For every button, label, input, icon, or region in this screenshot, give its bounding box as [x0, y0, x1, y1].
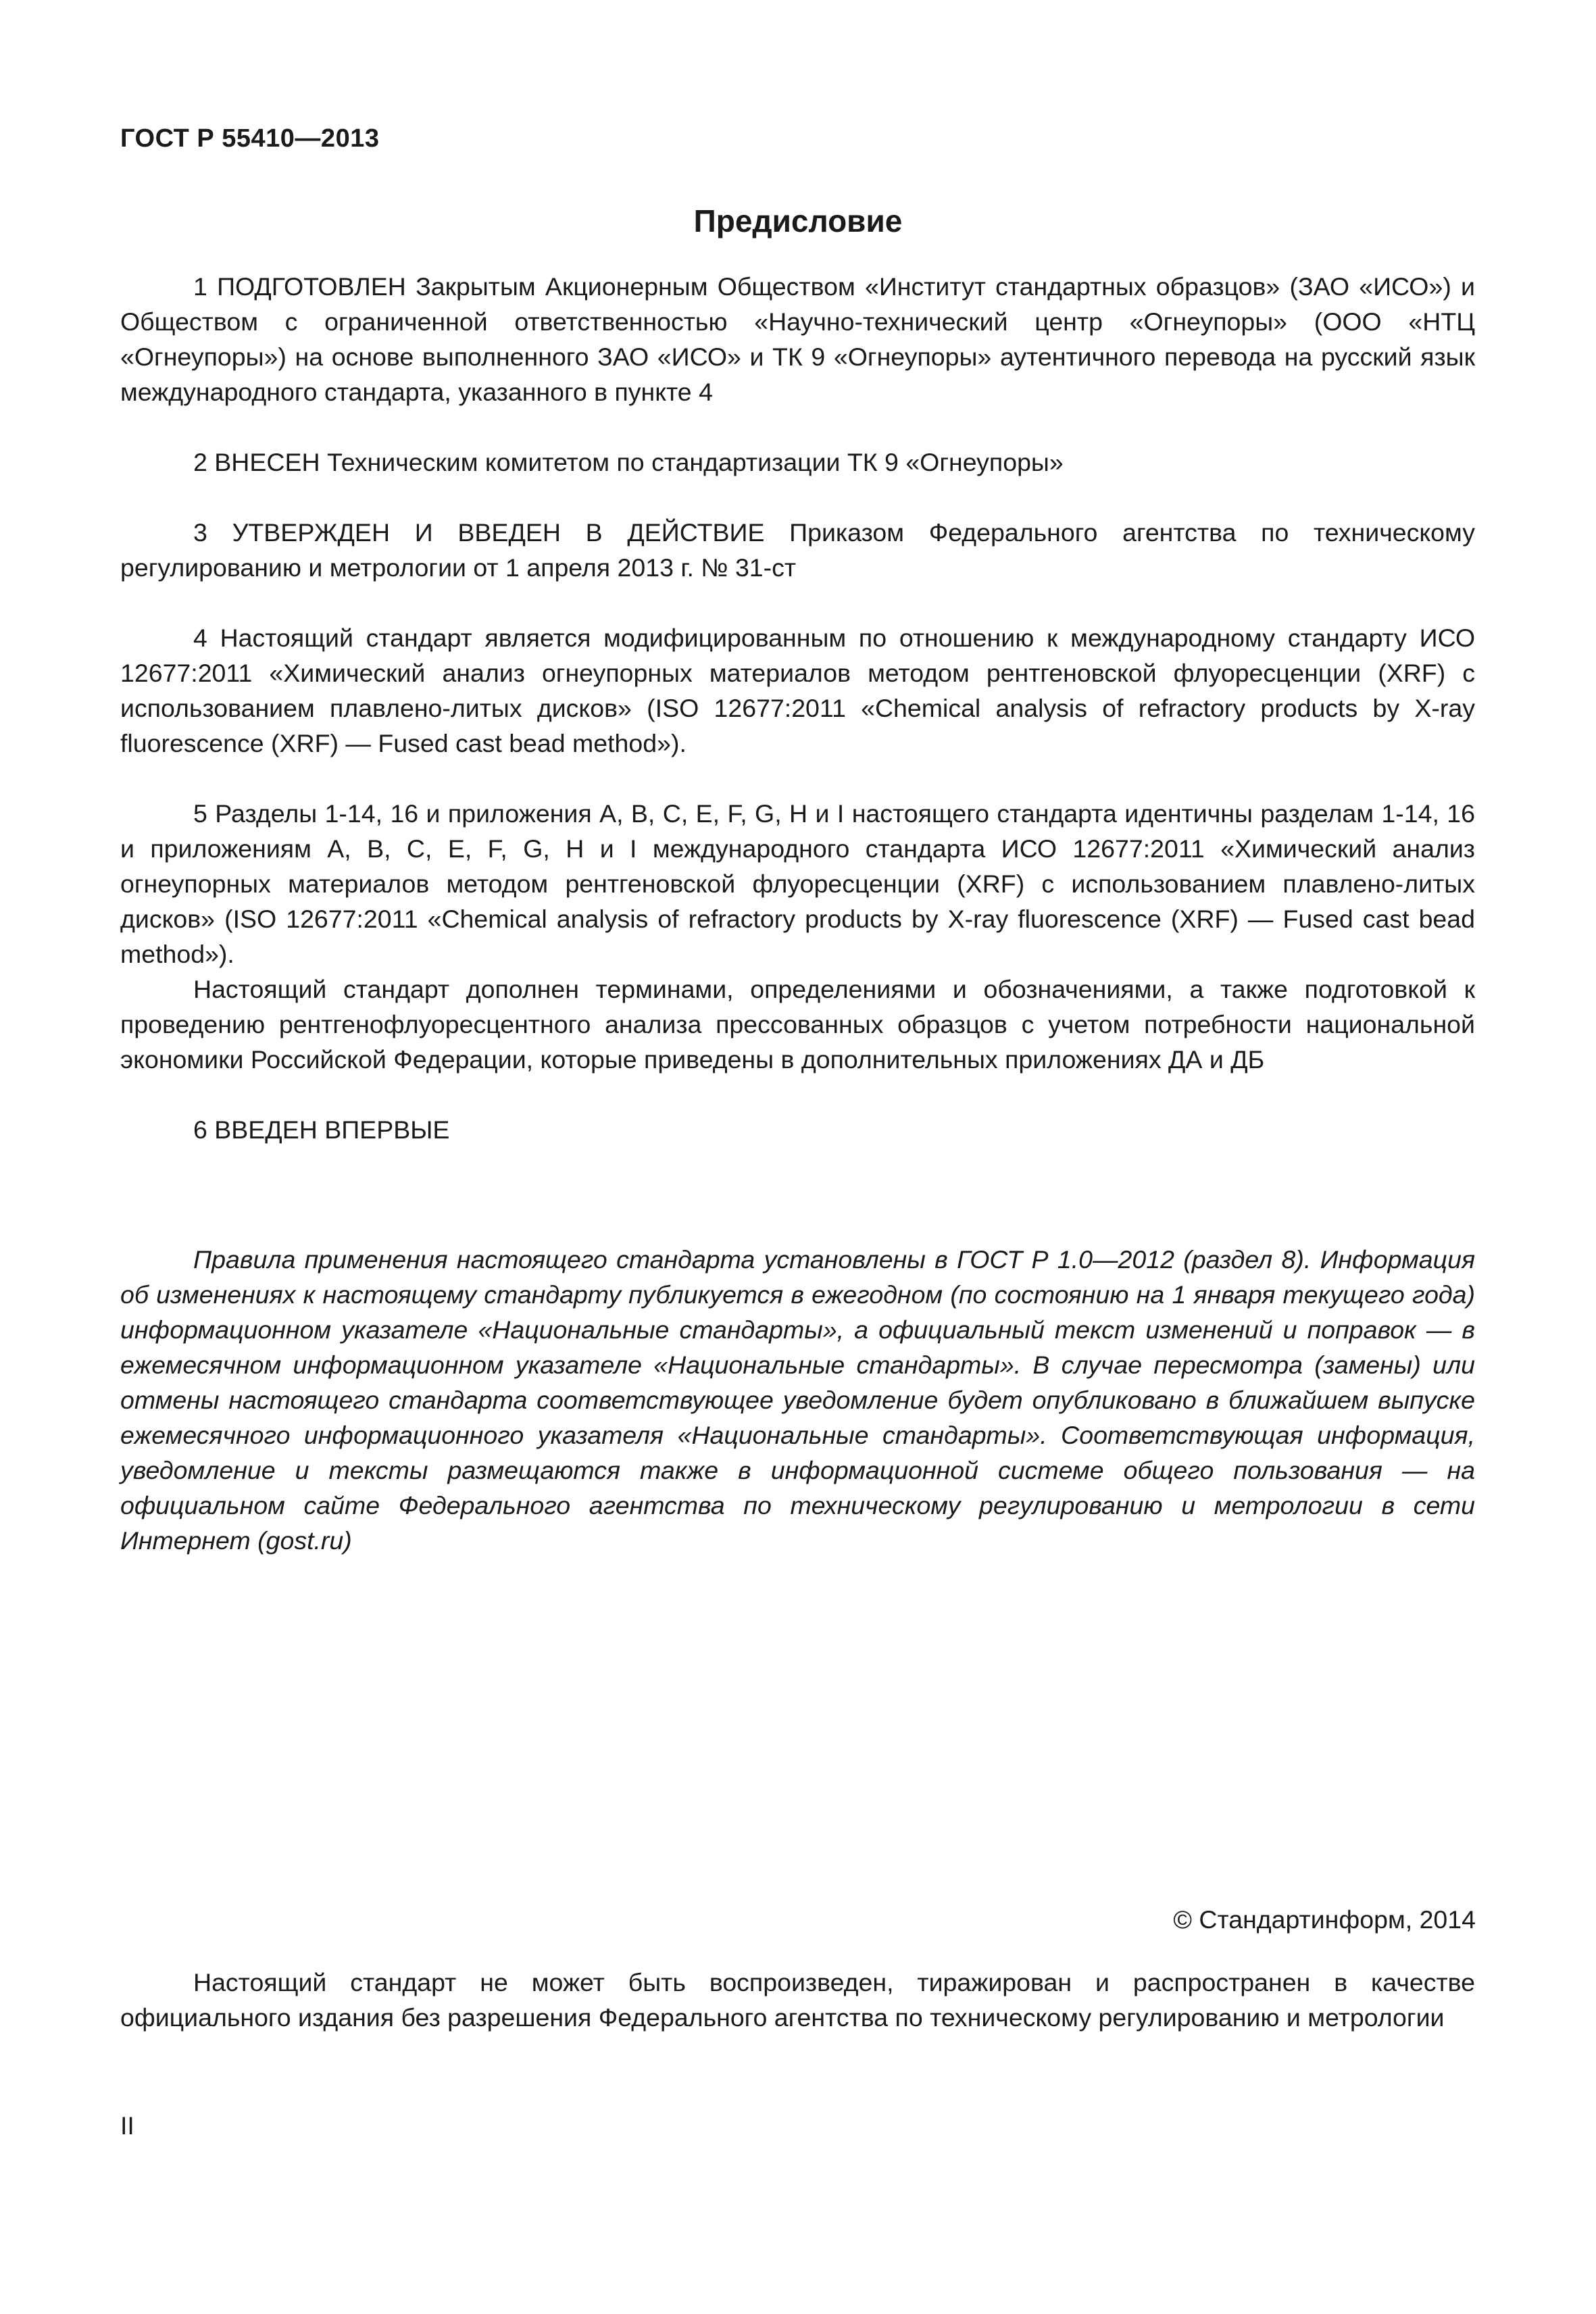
reproduction-notice [120, 1965, 1475, 2035]
copyright-line: © Стандартинформ, 2014 [1173, 1905, 1476, 1934]
paragraph-prepared: 1 ПОДГОТОВЛЕН Закрытым Акционерным Обществом «Институт стандартных образцов» (ЗАО «ИСО») и Обществом с ограниченной ответственностью «Научно-технический центр «Огнеупоры» (ООО «НТЦ «Огнеупоры») на основе выполненного ЗАО «ИСО» и ТК 9 «Огнеупоры» аутентичного перевода на русский язык международного стандарта, указанного в пункте 4 [120, 272, 1475, 406]
document-code: ГОСТ Р 55410—2013 [120, 124, 380, 153]
reproduction-text: Настоящий стандарт не может быть воспроизведен, тиражирован и распространен в качестве официального издания без разрешения Федерального агентства по техническому регулированию и метрологии [120, 1968, 1475, 2032]
paragraph-sections: 5 Разделы 1-14, 16 и приложения A, B, C, E, F, G, H и I настоящего стандарта идентичны разделам 1-14, 16 и приложениям A, B, C, E, F, G, H и I международного стандарта ИСО 12677:2011 «Химический анализ огнеупорных материалов методом рентгеновской флуоресценции (XRF) с использованием плавлено-литых дисков» (ISO 12677:2011 «Chemical analysis of refractory products by X-ray fluorescence (XRF) — Fused cast bead method»). [120, 799, 1475, 968]
page-title: Предисловие [693, 203, 903, 238]
paragraph-modified: 4 Настоящий стандарт является модифицированным по отношению к международному стандарту ИСО 12677:2011 «Химический анализ огнеупорных материалов методом рентгеновской флуоресценции (XRF) с использованием плавлено-литых дисков» (ISO 12677:2011 «Chemical analysis of refractory products by X-ray fluorescence (XRF) — Fused cast bead method»). [120, 624, 1475, 757]
paragraph-supplemented: Настоящий стандарт дополнен терминами, определениями и обозначениями, а также подготовкой к проведению рентгенофлуоресцентного анализа прессованных образцов с учетом потребности национальной экономики Российской Федерации, которые приведены в дополнительных приложениях ДА и ДБ [120, 975, 1475, 1074]
paragraph-first-introduced: 6 ВВЕДЕН ВПЕРВЫЕ [193, 1115, 450, 1144]
paragraph-introduced: 2 ВНЕСЕН Техническим комитетом по стандартизации ТК 9 «Огнеупоры» [193, 448, 1064, 476]
notice-paragraph: Правила применения настоящего стандарта установлены в ГОСТ Р 1.0—2012 (раздел 8). Информация об изменениях к настоящему стандарту публикуется в ежегодном (по состоянию на 1 января текущего года) информационном указателе «Национальные стандарты», а официальный текст изменений и поправок — в ежемесячном информационном указателе «Национальные стандарты». В случае пересмотра (замены) или отмены настоящего стандарта соответствующее уведомление будет опубликовано в ближайшем выпуске ежемесячного информационного указателя «Национальные стандарты». Соответствующая информация, уведомление и тексты размещаются также в информационной системе общего пользования — на официальном сайте Федерального агентства по техническому регулированию и метрологии в сети Интернет (gost.ru) [120, 1245, 1475, 1555]
page-number: II [120, 2111, 134, 2140]
preface-body [120, 269, 1475, 1558]
paragraph-approved: 3 УТВЕРЖДЕН И ВВЕДЕН В ДЕЙСТВИЕ Приказом Федерального агентства по техническому регулированию и метрологии от 1 апреля 2013 г. № 31-ст [120, 518, 1475, 582]
